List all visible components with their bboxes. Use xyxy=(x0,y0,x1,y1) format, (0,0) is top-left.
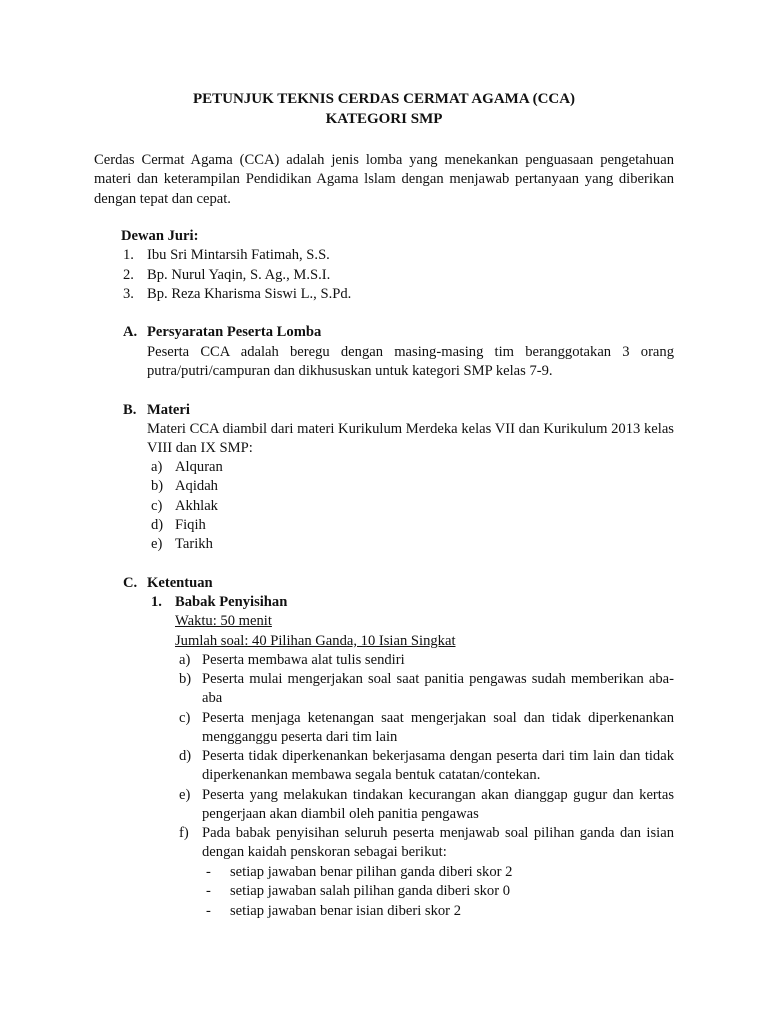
materi-item: Akhlak xyxy=(175,498,218,514)
rule-item: Peserta tidak diperkenankan bekerjasama dengan peserta dari tim lain dan tidak diperkenankan membawa segala bentuk catatan/contekan. xyxy=(202,748,674,784)
rule-num: e) xyxy=(179,787,191,803)
section-a-letter: A. xyxy=(123,324,138,340)
rule-item: Pada babak penyisihan seluruh peserta menjawab soal pilihan ganda dan isian dengan kaidah penskoran sebagai berikut: xyxy=(202,825,674,861)
materi-num: c) xyxy=(151,498,163,514)
bullet-dash: - xyxy=(206,883,211,899)
materi-item: Aqidah xyxy=(175,478,218,494)
section-c-letter: C. xyxy=(123,575,138,591)
juri-item: Ibu Sri Mintarsih Fatimah, S.S. xyxy=(147,247,330,263)
rule-item: Peserta yang melakukan tindakan kecurangan akan dianggap gugur dan kertas pengerjaan akan diambil oleh panitia pengawas xyxy=(202,787,674,823)
materi-num: a) xyxy=(151,459,163,475)
bullet-dash: - xyxy=(206,903,211,919)
rule-item: Peserta mulai mengerjakan soal saat panitia pengawas sudah memberikan aba-aba xyxy=(202,671,674,707)
sub1-heading: Babak Penyisihan xyxy=(175,594,288,610)
section-b-text: Materi CCA diambil dari materi Kurikulum Merdeka kelas VII dan Kurikulum 2013 kelas VIII dan IX SMP: xyxy=(147,421,674,457)
materi-item: Alquran xyxy=(175,459,223,475)
rule-item: Peserta membawa alat tulis sendiri xyxy=(202,652,405,668)
juri-item: Bp. Nurul Yaqin, S. Ag., M.S.I. xyxy=(147,267,331,283)
materi-num: e) xyxy=(151,536,163,552)
scoring-bullet: setiap jawaban benar pilihan ganda diberi skor 2 xyxy=(230,864,513,880)
rule-num: a) xyxy=(179,652,191,668)
juri-num: 2. xyxy=(123,267,134,283)
section-b-letter: B. xyxy=(123,402,137,418)
materi-item: Fiqih xyxy=(175,517,206,533)
juri-num: 1. xyxy=(123,247,134,263)
section-a-heading: Persyaratan Peserta Lomba xyxy=(147,324,322,340)
rule-num: b) xyxy=(179,671,192,687)
scoring-bullet: setiap jawaban benar isian diberi skor 2 xyxy=(230,903,461,919)
sub1-jumlah: Jumlah soal: 40 Pilihan Ganda, 10 Isian Singkat xyxy=(175,633,456,649)
materi-item: Tarikh xyxy=(175,536,213,552)
sub1-waktu: Waktu: 50 menit xyxy=(175,613,272,629)
scoring-bullet: setiap jawaban salah pilihan ganda diberi skor 0 xyxy=(230,883,511,899)
rule-num: c) xyxy=(179,710,191,726)
intro-paragraph: Cerdas Cermat Agama (CCA) adalah jenis lomba yang menekankan penguasaan pengetahuan materi dan keterampilan Pendidikan Agama lslam dengan menjawab pertanyaan yang diberikan dengan tepat dan cepat. xyxy=(94,152,674,207)
rule-item: Peserta menjaga ketenangan saat mengerjakan soal dan tidak diperkenankan mengganggu peserta dari tim lain xyxy=(202,710,674,746)
section-b-heading: Materi xyxy=(147,402,190,418)
rule-num: d) xyxy=(179,748,192,764)
materi-num: d) xyxy=(151,517,164,533)
doc-title-line2: KATEGORI SMP xyxy=(325,111,443,127)
juri-heading: Dewan Juri: xyxy=(121,228,199,244)
section-c-heading: Ketentuan xyxy=(147,575,213,591)
rule-num: f) xyxy=(179,825,189,841)
bullet-dash: - xyxy=(206,864,211,880)
materi-num: b) xyxy=(151,478,164,494)
juri-num: 3. xyxy=(123,286,134,302)
doc-title-line1: PETUNJUK TEKNIS CERDAS CERMAT AGAMA (CCA) xyxy=(192,91,576,107)
section-a-text: Peserta CCA adalah beregu dengan masing-masing tim beranggotakan 3 orang putra/putri/campuran dan dikhususkan untuk kategori SMP kelas 7-9. xyxy=(147,344,674,380)
sub1-num: 1. xyxy=(151,594,162,610)
juri-item: Bp. Reza Kharisma Siswi L., S.Pd. xyxy=(147,286,352,302)
